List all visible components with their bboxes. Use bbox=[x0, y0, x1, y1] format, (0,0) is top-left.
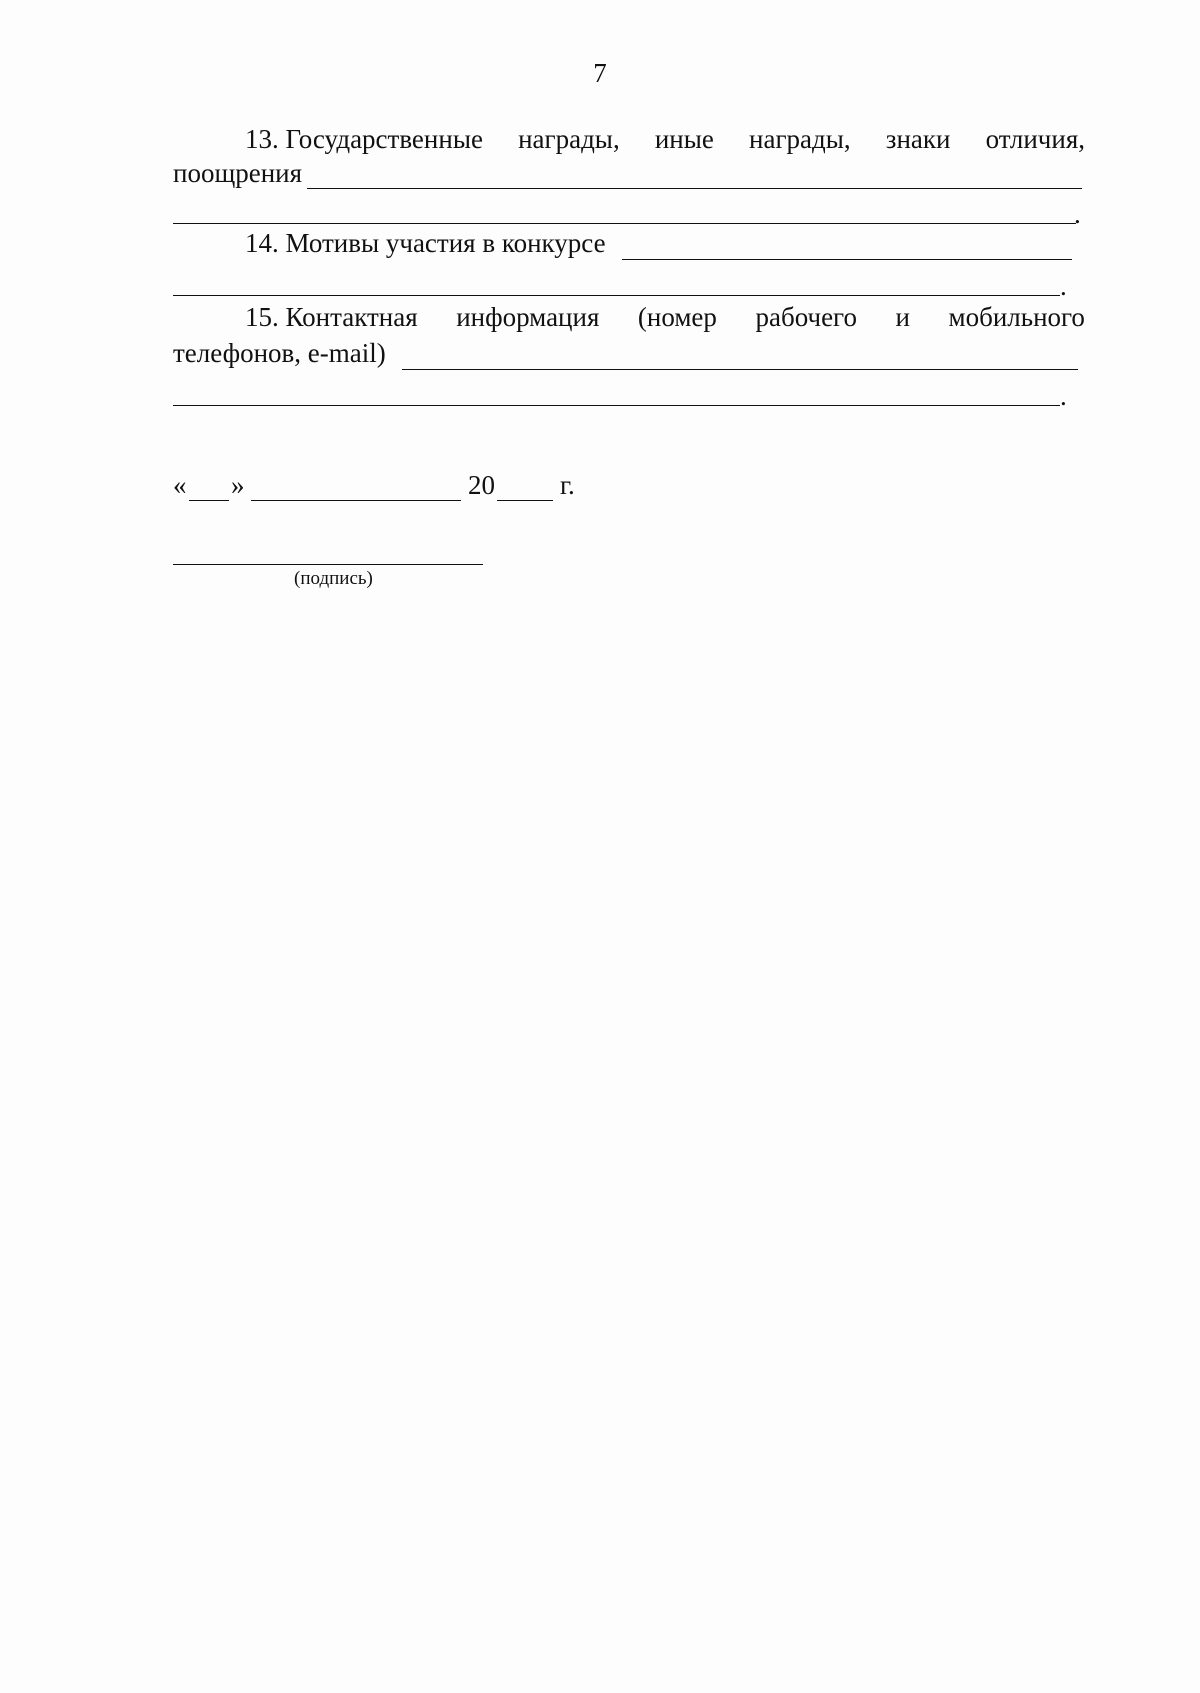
date-year-suffix: г. bbox=[560, 470, 575, 500]
item-13-end-dot: . bbox=[1074, 199, 1081, 229]
item-13-word: знаки bbox=[885, 124, 951, 154]
item-15-word: (номер bbox=[637, 302, 717, 332]
item-15-word: мобильного bbox=[948, 302, 1085, 332]
item-14-fill-line-1 bbox=[622, 259, 1072, 260]
item-15-word: и bbox=[895, 302, 910, 332]
item-13-label: поощрения bbox=[173, 158, 303, 188]
item-15-word: информация bbox=[456, 302, 600, 332]
date-century: 20 bbox=[468, 470, 495, 500]
item-14-fill-line-2 bbox=[173, 295, 1060, 296]
date-year-blank bbox=[497, 500, 553, 501]
item-13-line-1 bbox=[245, 124, 1085, 155]
signature-line bbox=[173, 564, 483, 565]
item-13-word: награды, bbox=[749, 124, 851, 154]
item-14-label: 14. Мотивы участия в конкурсе bbox=[245, 228, 606, 258]
item-13-word: 13. Государственные bbox=[245, 124, 483, 154]
item-13-word: иные bbox=[654, 124, 714, 154]
date-day-blank bbox=[189, 500, 229, 501]
item-15-label: телефонов, e-mail) bbox=[173, 338, 386, 368]
date-close-quote: » bbox=[231, 470, 245, 500]
date-open-quote: « bbox=[173, 470, 187, 500]
item-15-line-1 bbox=[245, 302, 1085, 333]
item-13-word: отличия, bbox=[985, 124, 1085, 154]
item-15-fill-line-1 bbox=[402, 369, 1078, 370]
item-14-end-dot: . bbox=[1060, 271, 1067, 301]
item-15-word: рабочего bbox=[755, 302, 857, 332]
item-13-fill-line-1 bbox=[307, 188, 1082, 189]
item-15-fill-line-2 bbox=[173, 405, 1060, 406]
item-13-fill-line-2 bbox=[173, 223, 1076, 224]
item-15-word: 15. Контактная bbox=[245, 302, 418, 332]
item-13-word: награды, bbox=[518, 124, 620, 154]
page-number: 7 bbox=[593, 58, 607, 88]
item-15-end-dot: . bbox=[1060, 381, 1067, 411]
signature-caption: (подпись) bbox=[294, 568, 373, 589]
date-month-blank bbox=[251, 500, 461, 501]
